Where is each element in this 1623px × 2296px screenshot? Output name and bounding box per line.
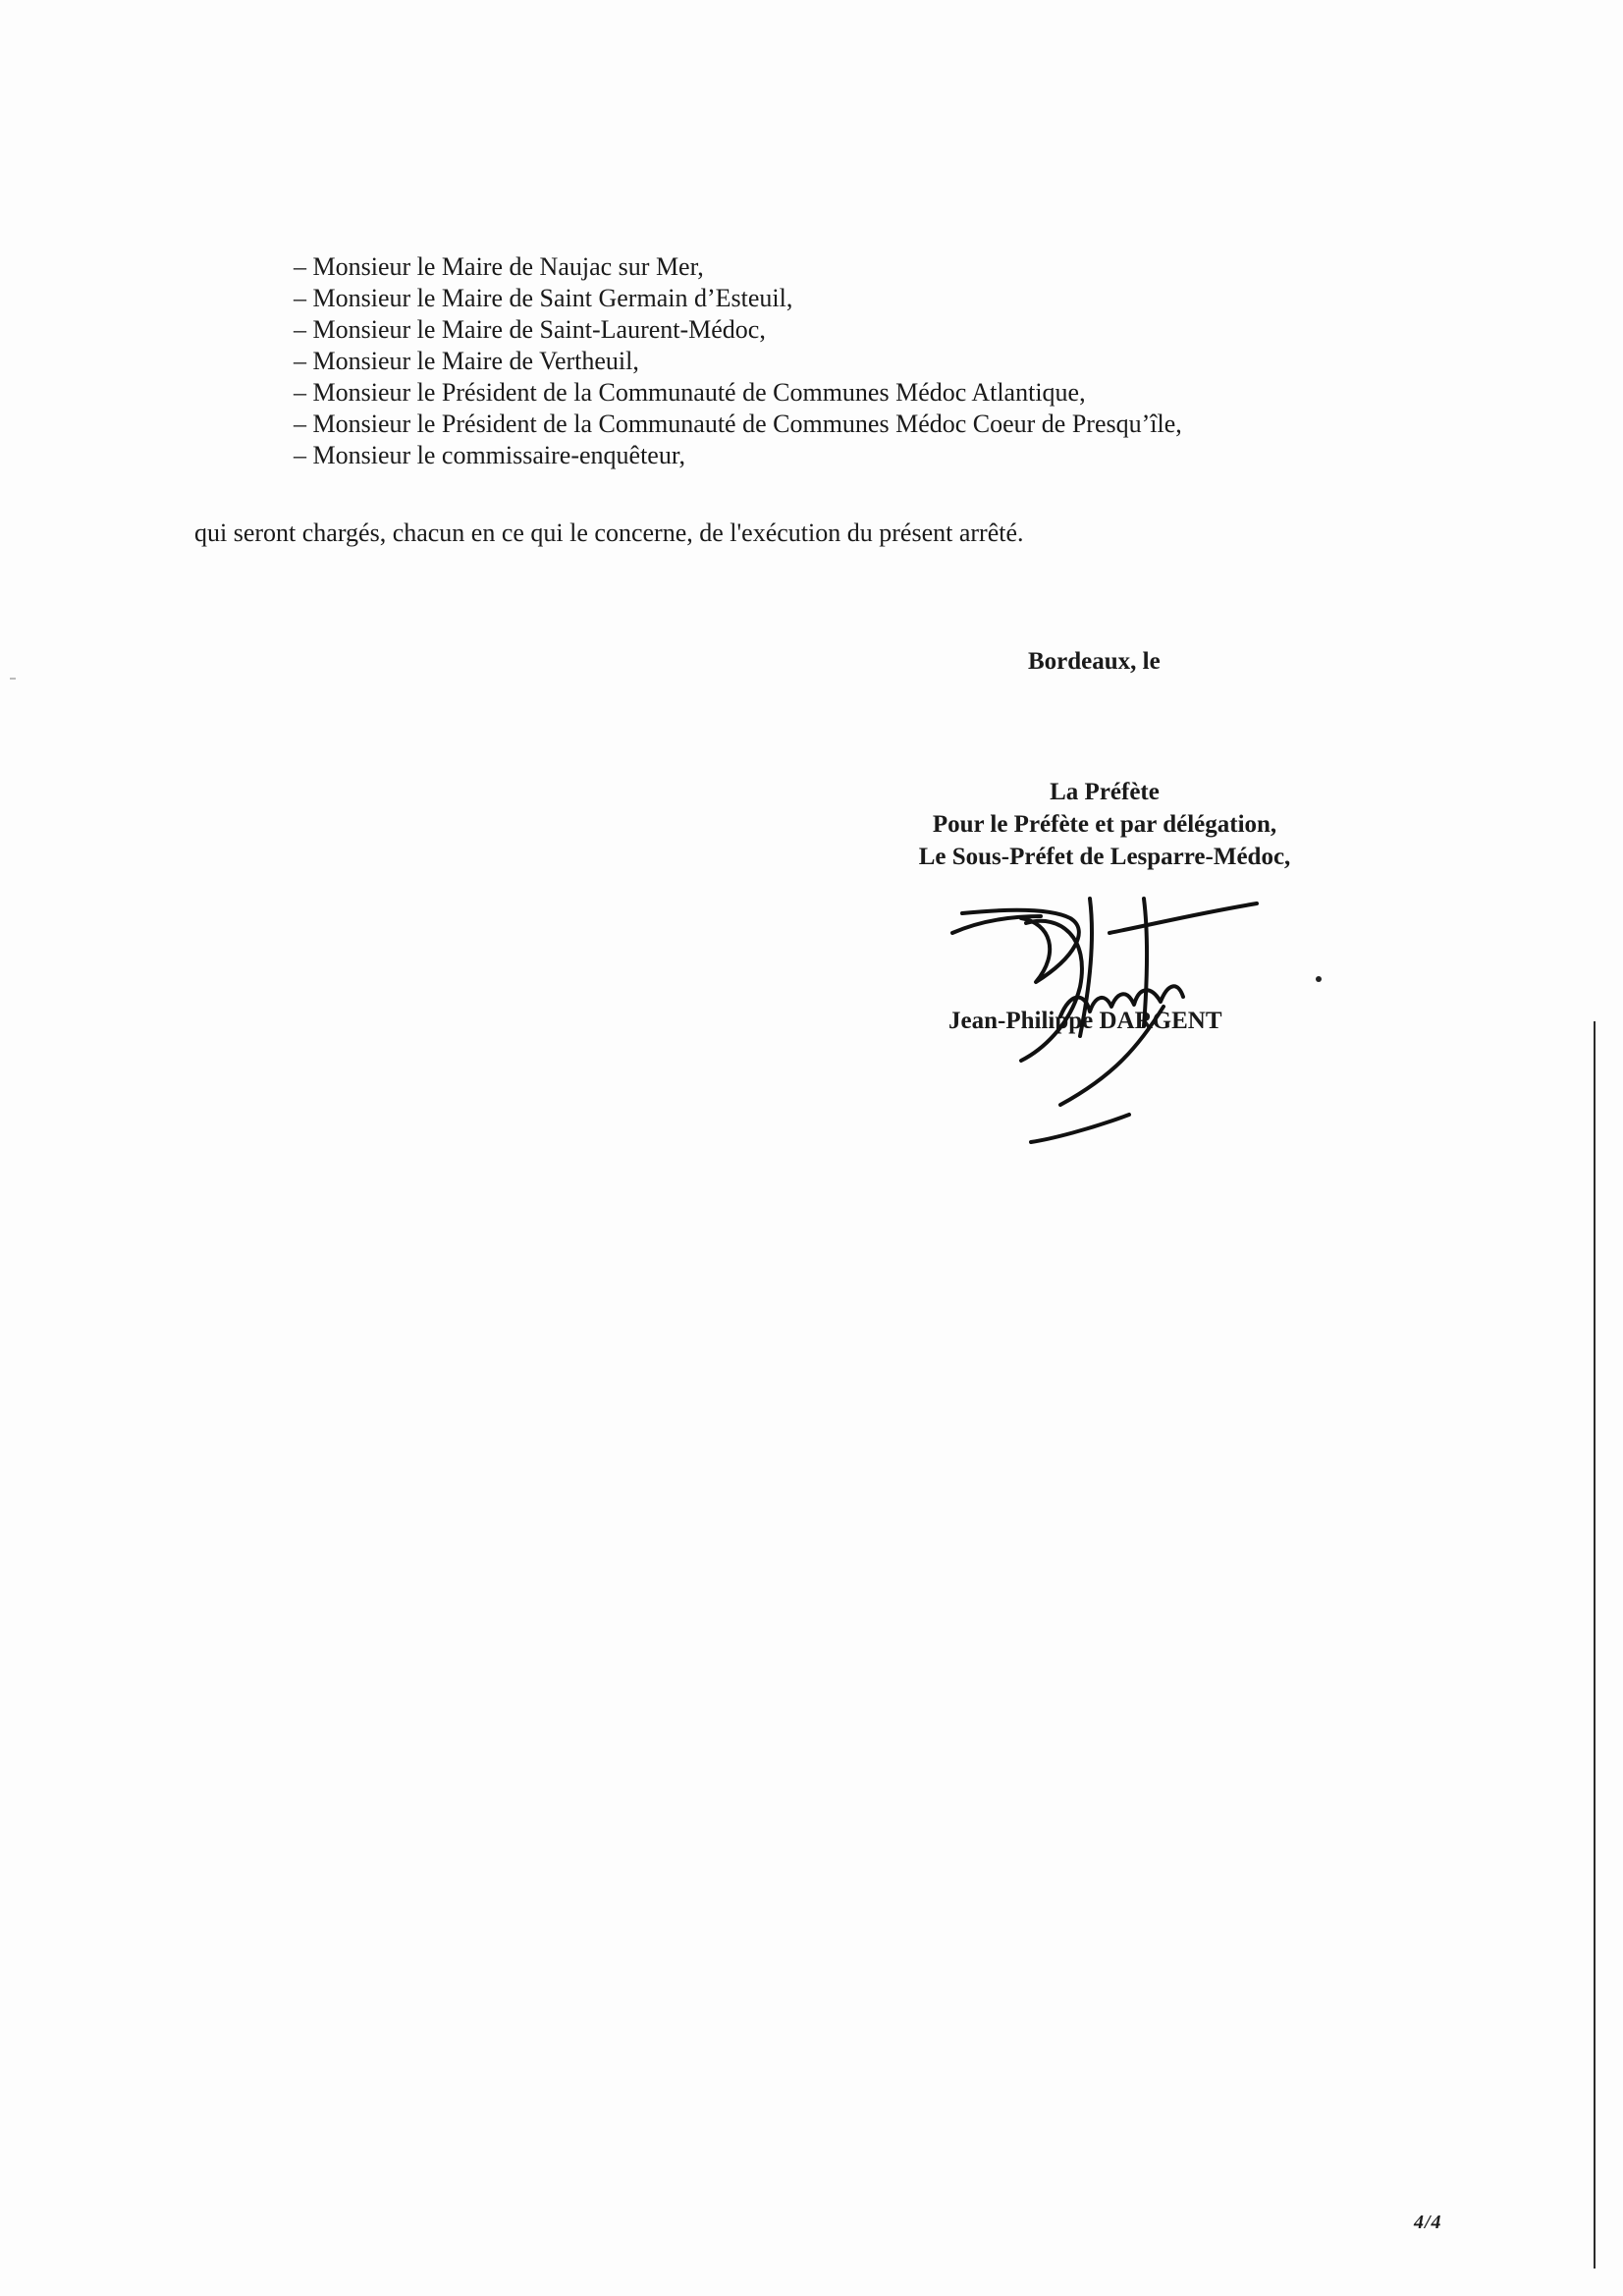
recipient-list bbox=[294, 251, 1182, 471]
delegation-line: Pour le Préfète et par délégation, bbox=[932, 811, 1277, 838]
closing-sentence: qui seront chargés, chacun en ce qui le concerne, de l'exécution du présent arrêté. bbox=[194, 519, 1024, 547]
recipient-item: – Monsieur le Maire de Naujac sur Mer, bbox=[294, 252, 704, 281]
recipient-item: – Monsieur le commissaire-enquêteur, bbox=[294, 441, 685, 469]
recipient-item: – Monsieur le Président de la Communauté de Communes Médoc Coeur de Presqu’île, bbox=[294, 410, 1182, 438]
recipient-item: – Monsieur le Maire de Saint-Laurent-Médoc, bbox=[294, 315, 766, 344]
page-number: 4/4 bbox=[1414, 2212, 1442, 2233]
recipient-item: – Monsieur le Maire de Vertheuil, bbox=[294, 347, 639, 375]
signature-block bbox=[864, 776, 1345, 873]
signatory-office: Le Sous-Préfet de Lesparre-Médoc, bbox=[918, 844, 1291, 870]
recipient-item: – Monsieur le Président de la Communauté de Communes Médoc Atlantique, bbox=[294, 378, 1086, 407]
scan-edge-line bbox=[1594, 1021, 1596, 2269]
scan-speck bbox=[1316, 976, 1322, 982]
signatory-title: La Préfète bbox=[1050, 779, 1160, 805]
signer-name: Jean-Philippe DARGENT bbox=[948, 1008, 1222, 1034]
handwritten-signature bbox=[943, 879, 1276, 1144]
place-date: Bordeaux, le bbox=[1028, 648, 1161, 675]
recipient-item: – Monsieur le Maire de Saint Germain d’Esteuil, bbox=[294, 284, 793, 312]
scan-mark bbox=[10, 678, 16, 680]
